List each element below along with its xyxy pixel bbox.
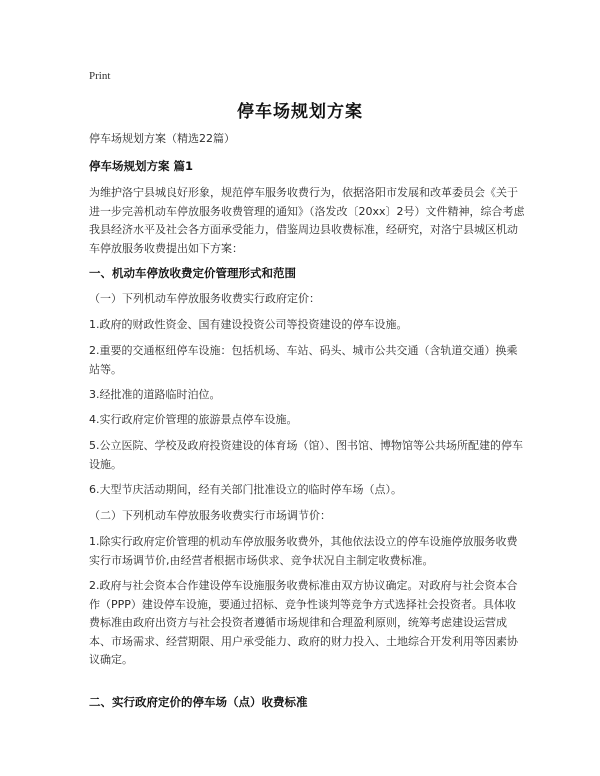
gov-item: 6.大型节庆活动期间，经有关部门批准设立的临时停车场（点）。 — [89, 483, 402, 496]
intro-paragraph: 为维护洛宁县城良好形象，规范停车服务收费行为，依据洛阳市发展和改革委员会《关于进一步完善机动车停放服务收费管理的通知》（洛发改〔20xx〕2号）文件精神，综合考虑我县经济水平及社会各方面承受能力，借鉴周边县收费标准，经研究，对洛宁县城区机动车停放服务收费提出如下方案： — [89, 186, 525, 255]
market-item: 1.除实行政府定价管理的机动车停放服务收费外，其他依法设立的停车设施停放服务收费实行市场调节价,由经营者根据市场供求、竞争状况自主制定收费标准。 — [89, 535, 518, 567]
section2-heading: 二、实行政府定价的停车场（点）收费标准 — [89, 695, 308, 709]
gov-item: 5.公立医院、学校及政府投资建设的体育场（馆）、图书馆、博物馆等公共场所配建的停车设施。 — [89, 439, 523, 471]
subtitle: 停车场规划方案（精选22篇） — [89, 132, 235, 145]
print-label: Print — [89, 70, 111, 82]
sub-heading-gov: （一）下列机动车停放服务收费实行政府定价： — [89, 292, 320, 305]
section1-heading: 一、机动车停放收费定价管理形式和范围 — [89, 266, 296, 280]
sub-heading-market: （二）下列机动车停放服务收费实行市场调节价： — [89, 509, 331, 522]
gov-item: 4.实行政府定价管理的旅游景点停车设施。 — [89, 413, 298, 426]
gov-item: 1.政府的财政性资金、国有建设投资公司等投资建设的停车设施。 — [89, 318, 408, 331]
gov-item: 2.重要的交通枢纽停车设施：包括机场、车站、码头、城市公共交通（含轨道交通）换乘站等。 — [89, 344, 518, 376]
article-heading: 停车场规划方案 篇1 — [89, 159, 194, 173]
market-item: 2.政府与社会资本合作建设停车设施服务收费标准由双方协议确定。对政府与社会资本合作（PPP）建设停车设施，要通过招标、竞争性谈判等竞争方式选择社会投资者。具体收费标准由政府出资方与社会投资者遵循市场规律和合理盈利原则，统筹考虑建设运营成本、市场需求、经营期限、用户承受能力、政府的财力投入、土地综合开发利用等因素协议确定。 — [89, 579, 518, 666]
page-title: 停车场规划方案 — [237, 102, 363, 122]
gov-item: 3.经批准的道路临时泊位。 — [89, 388, 221, 401]
